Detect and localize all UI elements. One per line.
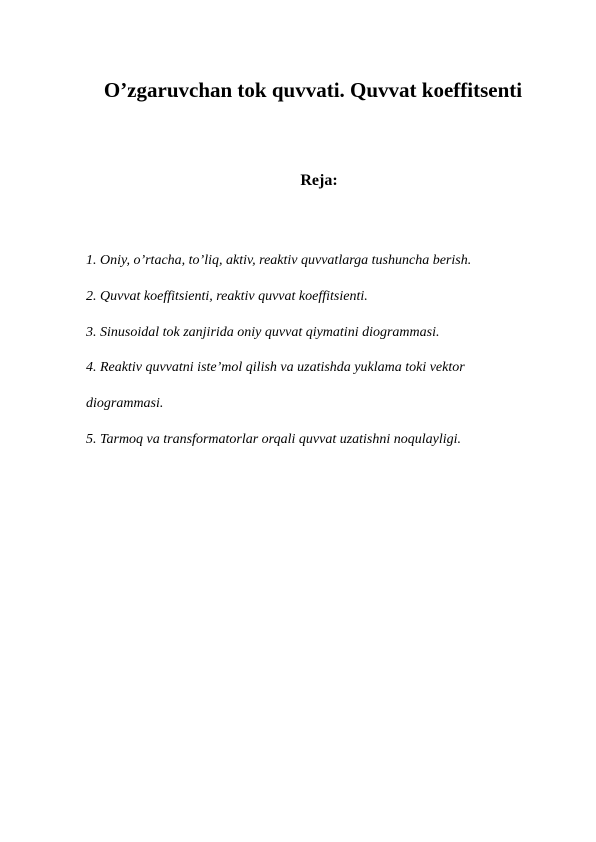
plan-list [86,250,556,465]
plan-item-5: 5. Tarmoq va transformatorlar orqali quvvat uzatishni noqulayligi. [86,432,462,447]
plan-item-4: 4. Reaktiv quvvatni iste’mol qilish va uzatishda yuklama toki vektor diogrammasi. [86,360,465,411]
plan-heading: Reja: [300,172,338,189]
plan-item-2: 2. Quvvat koeffitsienti, reaktiv quvvat koeffitsienti. [86,289,368,304]
plan-item-3: 3. Sinusoidal tok zanjirida oniy quvvat qiymatini diogrammasi. [86,325,440,340]
plan-item-1: 1. Oniy, o’rtacha, to’liq, aktiv, reaktiv quvvatlarga tushuncha berish. [86,253,472,268]
document-title: O’zgaruvchan tok quvvati. Quvvat koeffitsenti [103,78,523,102]
